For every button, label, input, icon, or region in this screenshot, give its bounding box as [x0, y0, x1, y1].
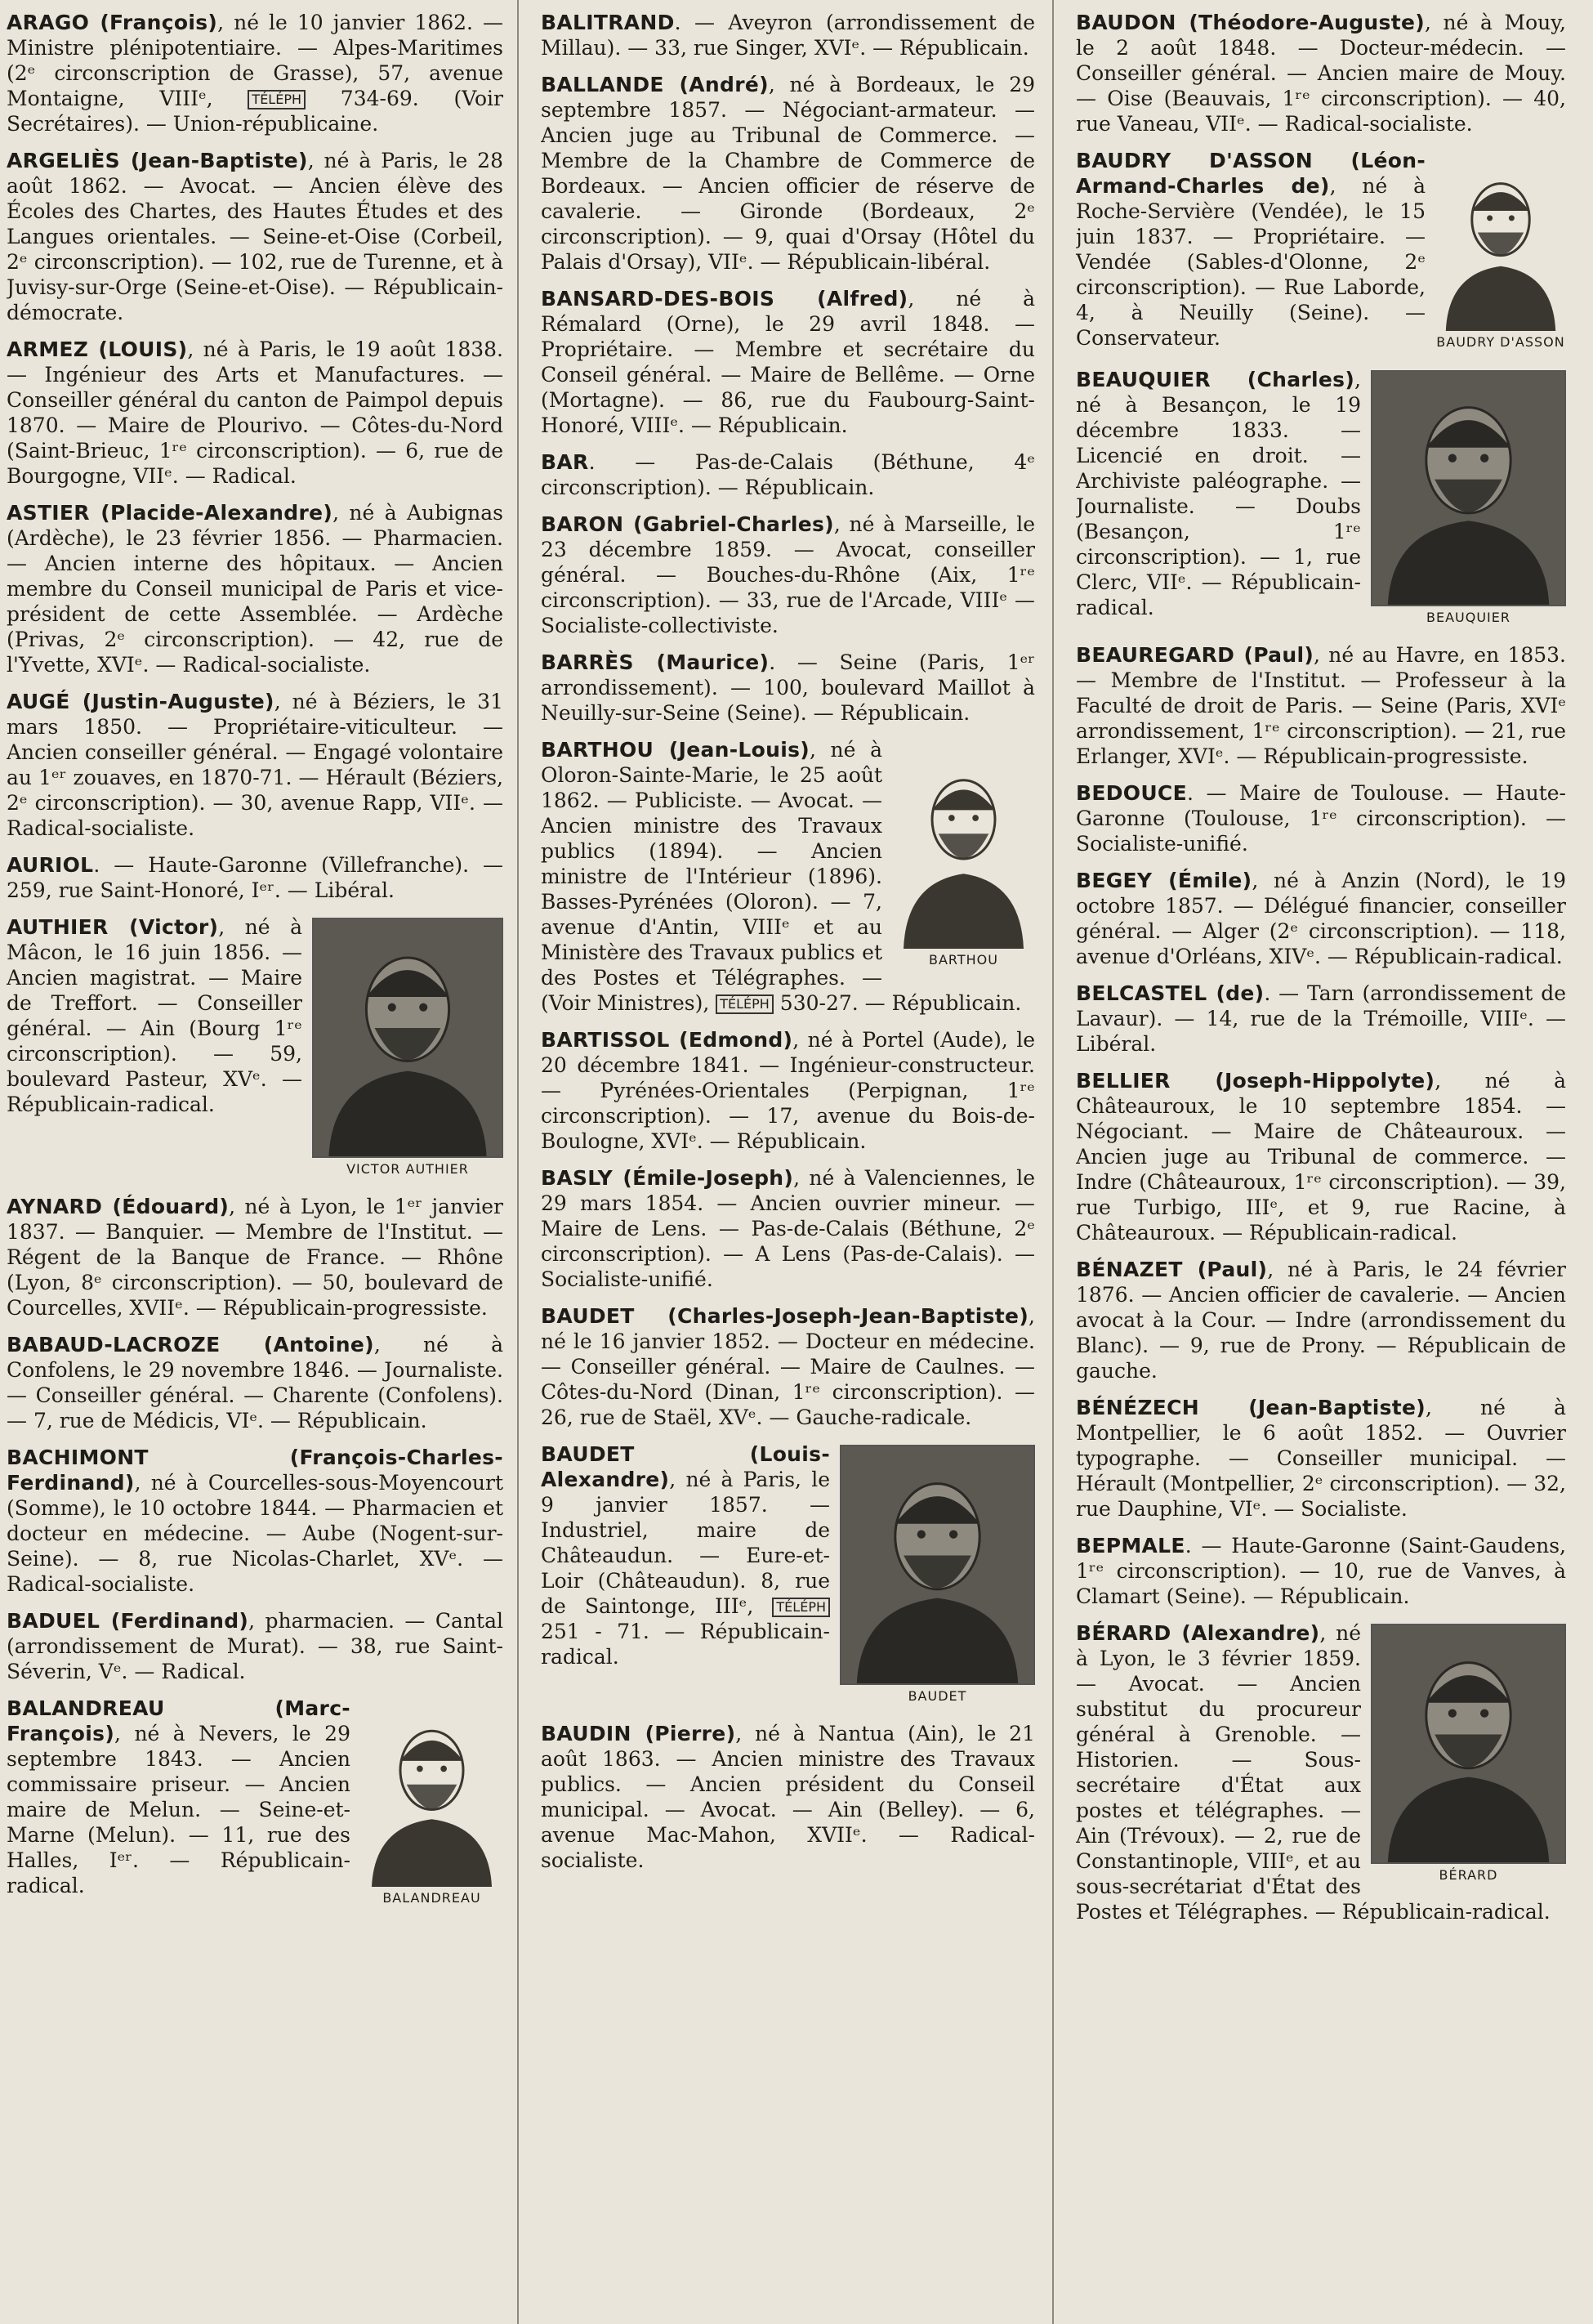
biography-entry [7, 337, 503, 489]
portrait-image [840, 1445, 1035, 1685]
entry-text: , né à Anzin (Nord), le 19 octobre 1857. — Délégué financier, conseiller général. — Alger (2ᵉ circonscription). — 118, avenue d'Orléans, XIVᵉ. — Républicain-radical. [1076, 869, 1566, 968]
deputy-firstname: (Victor) [108, 915, 219, 939]
deputy-name: BABAUD-LACROZE [7, 1333, 221, 1356]
biography-entry [541, 1721, 1035, 1873]
biography-entry [7, 500, 503, 677]
deputy-firstname: (Paul) [1182, 1258, 1268, 1281]
entry-text: . — Haute-Garonne (Villefranche). — 259, rue Saint-Honoré, Iᵉʳ. — Libéral. [7, 853, 503, 902]
deputy-firstname: (LOUIS) [88, 337, 188, 361]
entry-text: , né à Paris, le 24 février 1876. — Ancien officier de cavalerie. — Ancien avocat à la Cour. — Indre (arrondissement du Blanc). — 9, rue de Prony. — Républicain de gauche. [1076, 1258, 1566, 1383]
biography-entry [7, 914, 503, 1182]
portrait-image [892, 740, 1035, 949]
biography-entry [1076, 868, 1566, 969]
deputy-name: BALLANDE [541, 73, 664, 96]
biography-entry [541, 449, 1035, 500]
biography-entry [541, 512, 1035, 638]
deputy-firstname: (Jean-Baptiste) [1199, 1396, 1426, 1419]
biography-entry [1076, 780, 1566, 856]
biography-entry [1076, 981, 1566, 1057]
portrait [360, 1699, 503, 1906]
entry-text: , né à Paris, le 28 août 1862. — Avocat. — Ancien élève des Écoles des Chartes, des Hautes Études et des Langues orientales. — Seine-et-Oise (Corbeil, 2ᵉ circonscription). — 102, rue de Turenne, et à Juvisy-sur-Orge (Seine-et-Oise). — Républicain-démocrate. [7, 149, 503, 324]
deputy-name: ARGELIÈS [7, 149, 120, 172]
deputy-name: ARMEZ [7, 337, 89, 361]
biography-entry [1076, 10, 1566, 136]
deputy-firstname: (Maurice) [633, 650, 770, 674]
entry-text: , né au Havre, en 1853. — Membre de l'Institut. — Professeur à la Faculté de droit de Paris. — Seine (Paris, XVIᵉ arrondissement, 1ʳᵉ circonscription). — 21, rue Erlanger, XVIᵉ. — Républicain-progressiste. [1076, 643, 1566, 768]
biography-entry [1076, 1620, 1566, 1924]
portrait-image [1371, 1624, 1566, 1864]
deputy-firstname: (Justin-Auguste) [69, 690, 274, 713]
deputy-firstname: (Joseph-Hippolyte) [1170, 1069, 1435, 1093]
deputy-name: AUTHIER [7, 915, 109, 939]
deputy-name: BARTHOU [541, 738, 654, 762]
deputy-firstname: (de) [1207, 981, 1265, 1005]
biography-entry [541, 1441, 1035, 1709]
deputy-name: BÉNÉZECH [1076, 1396, 1200, 1419]
deputy-firstname: (Gabriel-Charles) [623, 512, 834, 536]
deputy-firstname: (Marc-François) [7, 1696, 350, 1745]
entry-text: , né à Confolens, le 29 novembre 1846. — Journaliste. — Conseiller général. — Charente (Confolens). — 7, rue de Médicis, VIᵉ. — Républicain. [7, 1333, 503, 1432]
biography-entry [541, 650, 1035, 726]
entry-text: . — Maire de Toulouse. — Haute-Garonne (Toulouse, 1ʳᵉ circonscription). — Socialiste-unifié. [1076, 781, 1566, 856]
deputy-firstname: (Édouard) [102, 1195, 230, 1218]
entry-text: , né à Nevers, le 29 septembre 1843. — Ancien commissaire priseur. — Ancien maire de Melun. — Seine-et-Marne (Melun). — 11, rue des Halles, Iᵉʳ. — Républicain-radical. [7, 1722, 350, 1897]
deputy-name: ARAGO [7, 11, 90, 34]
biography-entry [541, 10, 1035, 60]
portrait-image [1435, 151, 1566, 331]
deputy-firstname: (Antoine) [220, 1333, 374, 1356]
portrait-image [312, 918, 503, 1158]
portrait-caption: BÉRARD [1439, 1867, 1498, 1883]
deputy-firstname: (Pierre) [631, 1722, 736, 1745]
entry-text: , né à Mouy, le 2 août 1848. — Docteur-médecin. — Conseiller général. — Ancien maire de Mouy. — Oise (Beauvais, 1ʳᵉ circonscription). — 40, rue Vaneau, VIIᵉ. — Radical-socialiste. [1076, 11, 1566, 136]
biography-entry [7, 1608, 503, 1684]
deputy-name: BÉNAZET [1076, 1258, 1183, 1281]
deputy-name: BEAUQUIER [1076, 368, 1211, 391]
deputy-firstname: (Émile-Joseph) [613, 1166, 794, 1190]
entry-text-continued: 530-27. — Républicain. [773, 991, 1022, 1015]
deputy-firstname: (Charles-Joseph-Jean-Baptiste) [634, 1304, 1029, 1328]
entry-text: , né à Lyon, le 3 février 1859. — Avocat. — Ancien substitut du procureur général à Grenoble. — Historien. — Sous-secrétaire d'État aux postes et télégraphes. — Ain (Trévoux). — 2, rue de Constantinople, VIIIᵉ, et au sous-secrétariat d'État des Postes et Télégraphes. — Républicain-radical. [1076, 1621, 1551, 1924]
biography-entry [1076, 1395, 1566, 1522]
entry-text: . — Aveyron (arrondissement de Millau). — 33, rue Singer, XVIᵉ. — Républicain. [541, 11, 1035, 60]
entry-text: , né à Aubignas (Ardèche), le 23 février 1856. — Pharmacien. — Ancien interne des hôpitaux. — Ancien membre du Conseil municipal de Paris et vice-président de cette Assemblée. — Ardèche (Privas, 2ᵉ circonscription). — 42, rue de l'Yvette, XVIᵉ. — Radical-socialiste. [7, 501, 503, 677]
deputy-name: BAUDRY D'ASSON [1076, 149, 1313, 172]
portrait [892, 740, 1035, 968]
portrait-image [360, 1699, 503, 1887]
entry-text: , né à Oloron-Sainte-Marie, le 25 août 1862. — Publiciste. — Avocat. — Ancien ministre des Travaux publics (1894). — Ancien ministre de l'Intérieur (1896). Basses-Pyrénées (Oloron). — 7, avenue d'Antin, VIIIᵉ et au Ministère des Travaux publics et des Postes et Télégraphes. — (Voir Ministres), [541, 738, 882, 1015]
column-3 [1076, 10, 1566, 1936]
deputy-firstname: (François) [89, 11, 218, 34]
deputy-firstname: (Ferdinand) [100, 1609, 249, 1633]
entry-text: , pharmacien. — Cantal (arrondissement de Murat). — 38, rue Saint-Séverin, Vᵉ. — Radical. [7, 1609, 503, 1683]
biography-entry [1076, 367, 1566, 631]
entry-text: , né à Montpellier, le 6 août 1852. — Ouvrier typographe. — Conseiller municipal. — Hérault (Montpellier, 2ᵉ circonscription). — 32, rue Dauphine, VIᵉ. — Socialiste. [1076, 1396, 1566, 1521]
deputy-name: BAR [541, 450, 589, 474]
biography-entry [541, 737, 1035, 1016]
deputy-firstname: (André) [663, 73, 769, 96]
entry-text: , né à Mâcon, le 16 juin 1856. — Ancien magistrat. — Maire de Treffort. — Conseiller général. — Ain (Bourg 1ʳᵉ circonscription). — 59, boulevard Pasteur, XVᵉ. — Républicain-radical. [7, 915, 302, 1116]
deputy-name: BACHIMONT [7, 1446, 149, 1469]
entry-text: , né à Paris, le 19 août 1838. — Ingénieur des Arts et Manufactures. — Conseiller général du canton de Paimpol depuis 1870. — Maire de Plourivo. — Côtes-du-Nord (Saint-Brieuc, 1ʳᵉ circonscription). — 6, rue de Bourgogne, VIIᵉ. — Radical. [7, 337, 503, 488]
deputy-name: BÉRARD [1076, 1621, 1171, 1645]
entry-text-continued: 734-69. (Voir Secrétaires). — Union-républicaine. [7, 87, 503, 136]
portrait [840, 1445, 1035, 1705]
deputy-name: ASTIER [7, 501, 90, 525]
biography-entry [7, 852, 503, 903]
deputy-name: BAUDON [1076, 11, 1176, 34]
entry-text: . — Haute-Garonne (Saint-Gaudens, 1ʳᵉ circonscription). — 10, rue de Vanves, à Clamart (Seine). — Républicain. [1076, 1534, 1566, 1608]
entry-text: . — Seine (Paris, 1ᵉʳ arrondissement). — 100, boulevard Maillot à Neuilly-sur-Seine (Seine). — Républicain. [541, 650, 1035, 725]
deputy-firstname: (Charles) [1210, 368, 1355, 391]
portrait-caption: BEAUQUIER [1426, 610, 1510, 625]
biography-entry [541, 1165, 1035, 1292]
deputy-firstname: (François-Charles-Ferdinand) [7, 1446, 503, 1495]
deputy-name: BAUDET [541, 1442, 635, 1466]
deputy-firstname: (Alfred) [774, 287, 908, 311]
biography-entry [541, 1027, 1035, 1154]
telephone-label: TÉLÉPH [248, 90, 306, 109]
biography-entry [7, 1696, 503, 1911]
deputy-name: BELCASTEL [1076, 981, 1207, 1005]
portrait-caption: BALANDREAU [382, 1890, 481, 1906]
entry-text: , né à Portel (Aude), le 20 décembre 1841. — Ingénieur-constructeur. — Pyrénées-Orientales (Perpignan, 1ʳᵉ circonscription). — 17, avenue du Bois-de-Boulogne, XVIᵉ. — Républicain. [541, 1028, 1035, 1153]
entry-text: , né à Rémalard (Orne), le 29 avril 1848. — Propriétaire. — Membre et secrétaire du Conseil général. — Maire de Bellême. — Orne (Mortagne). — 86, rue du Faubourg-Saint-Honoré, VIIIᵉ. — Républicain. [541, 287, 1035, 437]
deputy-name: BAUDIN [541, 1722, 631, 1745]
deputy-firstname: (Émile) [1152, 869, 1252, 892]
telephone-label: TÉLÉPH [772, 1598, 830, 1617]
deputy-firstname: (Louis-Alexandre) [541, 1442, 830, 1491]
portrait-caption: BAUDRY D'ASSON [1436, 334, 1565, 350]
column-2 [541, 10, 1035, 1884]
biography-entry [1076, 1257, 1566, 1383]
biography-entry [7, 1332, 503, 1433]
entry-text: , né à Bordeaux, le 29 septembre 1857. — Négociant-armateur. — Ancien juge au Tribunal de Commerce. — Membre de la Chambre de Commerce de Bordeaux. — Ancien officier de réserve de cavalerie. — Gironde (Bordeaux, 2ᵉ circonscription). — 9, quai d'Orsay (Hôtel du Palais d'Orsay), VIIᵉ. — Républicain-libéral. [541, 73, 1035, 274]
entry-text: , né à Béziers, le 31 mars 1850. — Propriétaire-viticulteur. — Ancien conseiller général. — Engagé volontaire au 1ᵉʳ zouaves, en 1870-71. — Hérault (Béziers, 2ᵉ circonscription). — 30, avenue Rapp, VIIᵉ. — Radical-socialiste. [7, 690, 503, 840]
portrait [1435, 151, 1566, 351]
biography-entry [541, 286, 1035, 438]
deputy-name: BALITRAND [541, 11, 675, 34]
entry-text-continued: 251 - 71. — Républicain-radical. [541, 1620, 830, 1669]
deputy-firstname: (Jean-Baptiste) [119, 149, 308, 172]
entry-text: , né à Nantua (Ain), le 21 août 1863. — Ancien ministre des Travaux publics. — Ancien président du Conseil municipal. — Avocat. — Ain (Belley). — 6, avenue Mac-Mahon, XVIIᵉ. — Radical-socialiste. [541, 1722, 1035, 1872]
column-divider [1052, 0, 1054, 2324]
portrait [312, 918, 503, 1178]
entry-text: . — Tarn (arrondissement de Lavaur). — 14, rue de la Trémoille, VIIIᵉ. — Libéral. [1076, 981, 1566, 1056]
deputy-firstname: (Placide-Alexandre) [89, 501, 333, 525]
deputy-firstname: (Léon-Armand-Charles de) [1076, 149, 1426, 198]
entry-text: , né le 16 janvier 1852. — Docteur en médecine. — Conseiller général. — Maire de Caulnes. — Côtes-du-Nord (Dinan, 1ʳᵉ circonscription). — 26, rue de Staël, XVᵉ. — Gauche-radicale. [541, 1304, 1035, 1429]
portrait-image [1371, 370, 1566, 606]
deputy-firstname: (Jean-Louis) [654, 738, 810, 762]
portrait-caption: BAUDET [908, 1688, 967, 1704]
entry-text: , né à Valenciennes, le 29 mars 1854. — Ancien ouvrier mineur. — Maire de Lens. — Pas-de-Calais (Béthune, 2ᵉ circonscription). — A Lens (Pas-de-Calais). — Socialiste-unifié. [541, 1166, 1035, 1291]
entry-text: . — Pas-de-Calais (Béthune, 4ᵉ circonscription). — Républicain. [541, 450, 1035, 499]
deputy-name: BASLY [541, 1166, 614, 1190]
entry-text: , né à Courcelles-sous-Moyencourt (Somme), le 10 octobre 1844. — Pharmacien et docteur en médecine. — Aube (Nogent-sur-Seine). — 8, rue Nicolas-Charlet, XVᵉ. — Radical-socialiste. [7, 1471, 503, 1596]
deputy-firstname: (Théodore-Auguste) [1176, 11, 1425, 34]
entry-text: , né à Roche-Servière (Vendée), le 15 juin 1837. — Propriétaire. — Vendée (Sables-d'Olonne, 2ᵉ circonscription). — Rue Laborde, 4, à Neuilly (Seine). — Conservateur. [1076, 174, 1426, 350]
portrait [1371, 1624, 1566, 1884]
column-1 [7, 10, 503, 1923]
deputy-name: BEDOUCE [1076, 781, 1187, 805]
deputy-name: BEPMALE [1076, 1534, 1185, 1558]
entry-text: , né à Lyon, le 1ᵉʳ janvier 1837. — Banquier. — Membre de l'Institut. — Régent de la Banque de France. — Rhône (Lyon, 8ᵉ circonscription). — 50, boulevard de Courcelles, XVIIᵉ. — Républicain-progressiste. [7, 1195, 503, 1320]
portrait-caption: BARTHOU [929, 952, 998, 968]
column-divider [517, 0, 519, 2324]
biography-entry [541, 1303, 1035, 1430]
portrait-caption: VICTOR AUTHIER [346, 1161, 469, 1177]
entry-text: , né à Paris, le 9 janvier 1857. — Industriel, maire de Châteaudun. — Eure-et-Loir (Châteaudun). 8, rue de Saintonge, IIIᵉ, [541, 1468, 830, 1618]
deputy-name: BAUDET [541, 1304, 635, 1328]
deputy-name: BARRÈS [541, 650, 634, 674]
biography-entry [7, 1194, 503, 1321]
biography-entry [7, 10, 503, 136]
biography-entry [7, 689, 503, 841]
deputy-firstname: (Paul) [1234, 643, 1314, 667]
deputy-name: AURIOL [7, 853, 94, 877]
entry-text: , né à Besançon, le 19 décembre 1833. — Licencié en droit. — Archiviste paléographe. — Journaliste. — Doubs (Besançon, 1ʳᵉ circonscription). — 1, rue Clerc, VIIᵉ. — Républicain-radical. [1076, 368, 1361, 619]
deputy-name: AYNARD [7, 1195, 103, 1218]
deputy-name: BEAUREGARD [1076, 643, 1235, 667]
biography-entry [1076, 148, 1566, 355]
portrait [1371, 370, 1566, 626]
deputy-name: BANSARD-DES-BOIS [541, 287, 775, 311]
deputy-name: BARTISSOL [541, 1028, 670, 1052]
biography-entry [1076, 642, 1566, 769]
biography-entry [1076, 1068, 1566, 1245]
deputy-name: BELLIER [1076, 1069, 1171, 1093]
telephone-label: TÉLÉPH [716, 994, 774, 1014]
deputy-name: BEGEY [1076, 869, 1153, 892]
deputy-name: AUGÉ [7, 690, 70, 713]
biography-entry [7, 1445, 503, 1597]
entry-text: , né le 10 janvier 1862. — Ministre plénipotentiaire. — Alpes-Maritimes (2ᵉ circonscription de Grasse), 57, avenue Montaigne, VIIIᵉ, [7, 11, 503, 110]
biography-entry [1076, 1533, 1566, 1609]
biography-entry [541, 72, 1035, 275]
deputy-firstname: (Edmond) [669, 1028, 793, 1052]
biography-entry [7, 148, 503, 325]
deputy-name: BADUEL [7, 1609, 100, 1633]
entry-text: , né à Châteauroux, le 10 septembre 1854. — Négociant. — Maire de Châteauroux. — Ancien juge au Tribunal de commerce. — Indre (Châteauroux, 1ʳᵉ circonscription). — 39, rue Turbigo, IIIᵉ, et 9, rue Racine, à Châteauroux. — Républicain-radical. [1076, 1069, 1566, 1245]
deputy-name: BARON [541, 512, 624, 536]
deputy-firstname: (Alexandre) [1171, 1621, 1320, 1645]
entry-text: , né à Marseille, le 23 décembre 1859. — Avocat, conseiller général. — Bouches-du-Rhône (Aix, 1ʳᵉ circonscription). — 33, rue de l'Arcade, VIIIᵉ — Socialiste-collectiviste. [541, 512, 1035, 637]
deputy-name: BALANDREAU [7, 1696, 165, 1720]
